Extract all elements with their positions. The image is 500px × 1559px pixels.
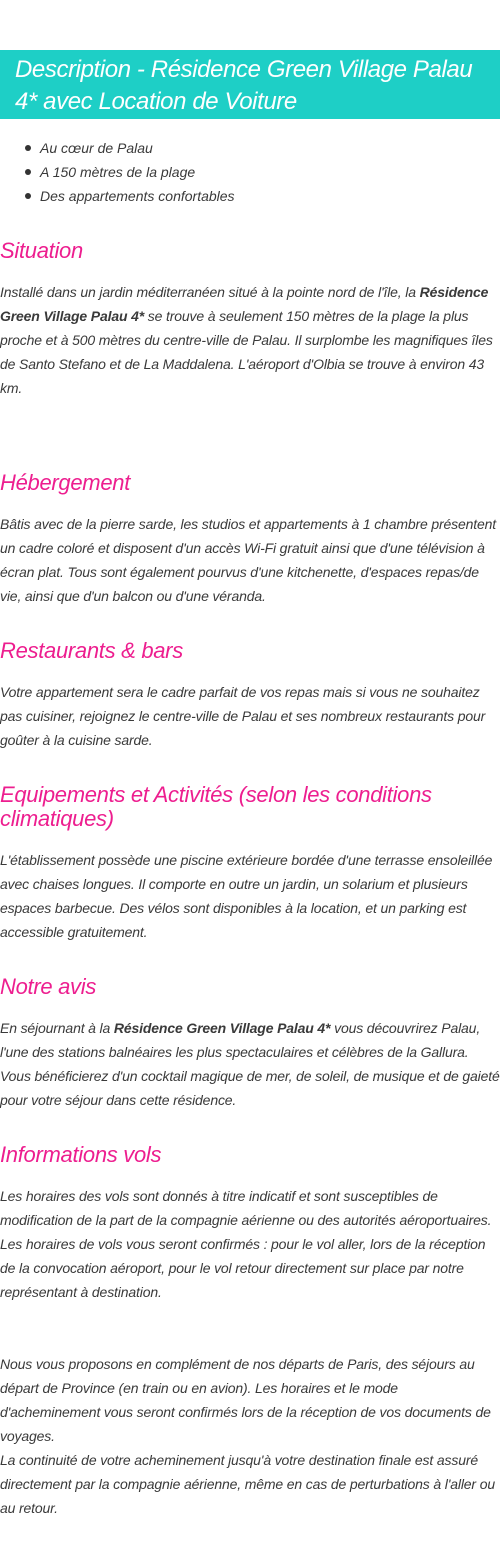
list-item (24, 160, 235, 184)
highlights-list (24, 136, 235, 208)
hotel-name: Résidence Green Village Palau 4* (113, 1020, 331, 1036)
vols-paragraph: Les horaires des vols sont donnés à titre indicatif et sont susceptibles de modification de la part de la compagnie aérienne ou des autorités aéroportuaires. (0, 1188, 492, 1228)
avis-text-start: En séjournant à la (0, 1020, 114, 1036)
equipements-text: L'établissement possède une piscine extérieure bordée d'une terrasse ensoleillée avec chaises longues. Il comporte en outre un jardin, un solarium et plusieurs espaces barbecue. Des vélos sont disponibles à la location, et un parking est accessible gratuitement. (0, 852, 493, 940)
avis-text (0, 1016, 500, 1112)
equipements-heading: Equipements et Activités (selon les conditions climatiques) (0, 782, 432, 831)
restaurants-heading: Restaurants & bars (0, 638, 183, 663)
vols-paragraph: La continuité de votre acheminement jusqu'à votre destination finale est assuré directement par la compagnie aérienne, même en cas de perturbations à l'aller ou au retour. (0, 1452, 495, 1516)
situation-heading: Situation (0, 238, 83, 263)
hebergement-text: Bâtis avec de la pierre sarde, les studios et appartements à 1 chambre présentent un cadre coloré et disposent d'un accès Wi-Fi gratuit ainsi que d'une télévision à écran plat. Tous sont également pourvus d'une kitchenette, d'espaces repas/de vie, ainsi que d'un balcon ou d'une véranda. (0, 516, 497, 604)
list-item (24, 184, 235, 208)
vols-paragraph: Les horaires de vols vous seront confirmés : pour le vol aller, lors de la réception de la convocation aéroport, pour le vol retour directement sur place par notre représentant à destination. (0, 1236, 486, 1300)
bullet-icon (25, 145, 31, 151)
vols-paragraph: Nous vous proposons en complément de nos départs de Paris, des séjours au départ de Province (en train ou en avion). Les horaires et le mode d'acheminement vous seront confirmés lors de la réception de vos documents de voyages. (0, 1356, 491, 1444)
list-item-label: Des appartements confortables (40, 188, 235, 204)
title-banner (0, 50, 500, 119)
vols-heading: Informations vols (0, 1142, 162, 1167)
list-item-label: Au cœur de Palau (40, 140, 153, 156)
hotel-name: Résidence Green Village Palau 4* (0, 284, 489, 324)
hebergement-heading: Hébergement (0, 470, 130, 495)
bullet-icon (25, 193, 31, 199)
list-item (24, 136, 235, 160)
restaurants-text: Votre appartement sera le cadre parfait de vos repas mais si vous ne souhaitez pas cuisiner, rejoignez le centre-ville de Palau et ses nombreux restaurants pour goûter à la cuisine sarde. (0, 684, 486, 748)
bullet-icon (25, 169, 31, 175)
avis-text-end: vous découvrirez Palau, l'une des stations balnéaires les plus spectaculaires et célèbres de la Gallura. Vous bénéficierez d'un cocktail magique de mer, de soleil, de musique et de gaieté pour votre séjour dans cette résidence. (0, 1020, 500, 1108)
situation-text-start: Installé dans un jardin méditerranéen situé à la pointe nord de l'île, la (0, 284, 420, 300)
list-item-label: A 150 mètres de la plage (40, 164, 196, 180)
page-title: Description - Résidence Green Village Palau 4* avec Location de Voiture (15, 56, 473, 115)
situation-text (0, 280, 500, 400)
vols-text-1 (0, 1184, 500, 1304)
avis-heading: Notre avis (0, 974, 97, 999)
situation-text-end: se trouve à seulement 150 mètres de la plage la plus proche et à 500 mètres du centre-ville de Palau. Il surplombe les magnifiques îles de Santo Stefano et de La Maddalena. L'aéroport d'Olbia se trouve à environ 43 km. (0, 308, 493, 396)
vols-text-2 (0, 1352, 500, 1520)
